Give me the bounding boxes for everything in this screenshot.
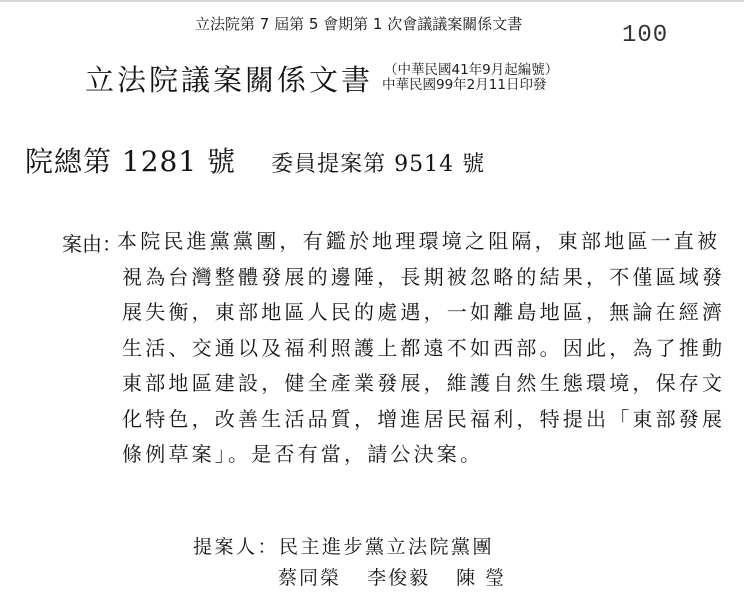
proposer-name: 李俊毅 (367, 567, 431, 589)
issue-note (382, 63, 558, 93)
reason-body (117, 228, 726, 477)
proposer-block (193, 534, 524, 591)
reason-label: 案由： (62, 232, 122, 256)
reason-line: 東部地區建設，健全產業發展，維護自然生態環境，保存文 (122, 371, 726, 395)
proposer-name: 陳 瑩 (456, 567, 507, 589)
numbering-since-note: （中華民國41年9月起編號） (384, 62, 559, 78)
reason-line: 生活、交通以及福利照護上都遠不如西部。因此，為了推動 (122, 335, 726, 360)
proposer-names (278, 565, 524, 591)
session-header: 立法院第 7 屆第 5 會期第 1 次會議議案關係文書 (195, 15, 523, 33)
house-case-number: 院總第 1281 號 (25, 145, 237, 178)
proposer-label: 提案人： (193, 536, 280, 558)
issue-date: 中華民國99年2月11日印發 (382, 77, 547, 93)
proposer-name: 蔡同榮 (278, 567, 342, 589)
member-proposal-number: 委員提案第 9514 號 (271, 152, 486, 177)
reason-line: 視為台灣整體發展的邊陲，長期被忽略的結果，不僅區域發 (122, 264, 726, 289)
page-number: 100 (622, 22, 669, 49)
reason-line: 展失衡，東部地區人民的處遇，一如離島地區，無論在經濟 (122, 300, 726, 324)
case-numbers (25, 140, 485, 180)
reason-line: 化特色，改善生活品質，增進居民福利，特提出「東部發展 (122, 406, 726, 431)
page-top-border (0, 0, 744, 2)
reason-line: 本院民進黨黨團，有鑑於地理環境之阻隔，東部地區一直被 (117, 229, 721, 253)
document-title: 立法院議案關係文書 (85, 63, 374, 97)
reason-line: 條例草案」。是否有當，請公決案。 (122, 442, 484, 466)
proposer-row (193, 534, 524, 560)
proposer-caucus: 民主進步黨立法院黨團 (279, 536, 495, 558)
